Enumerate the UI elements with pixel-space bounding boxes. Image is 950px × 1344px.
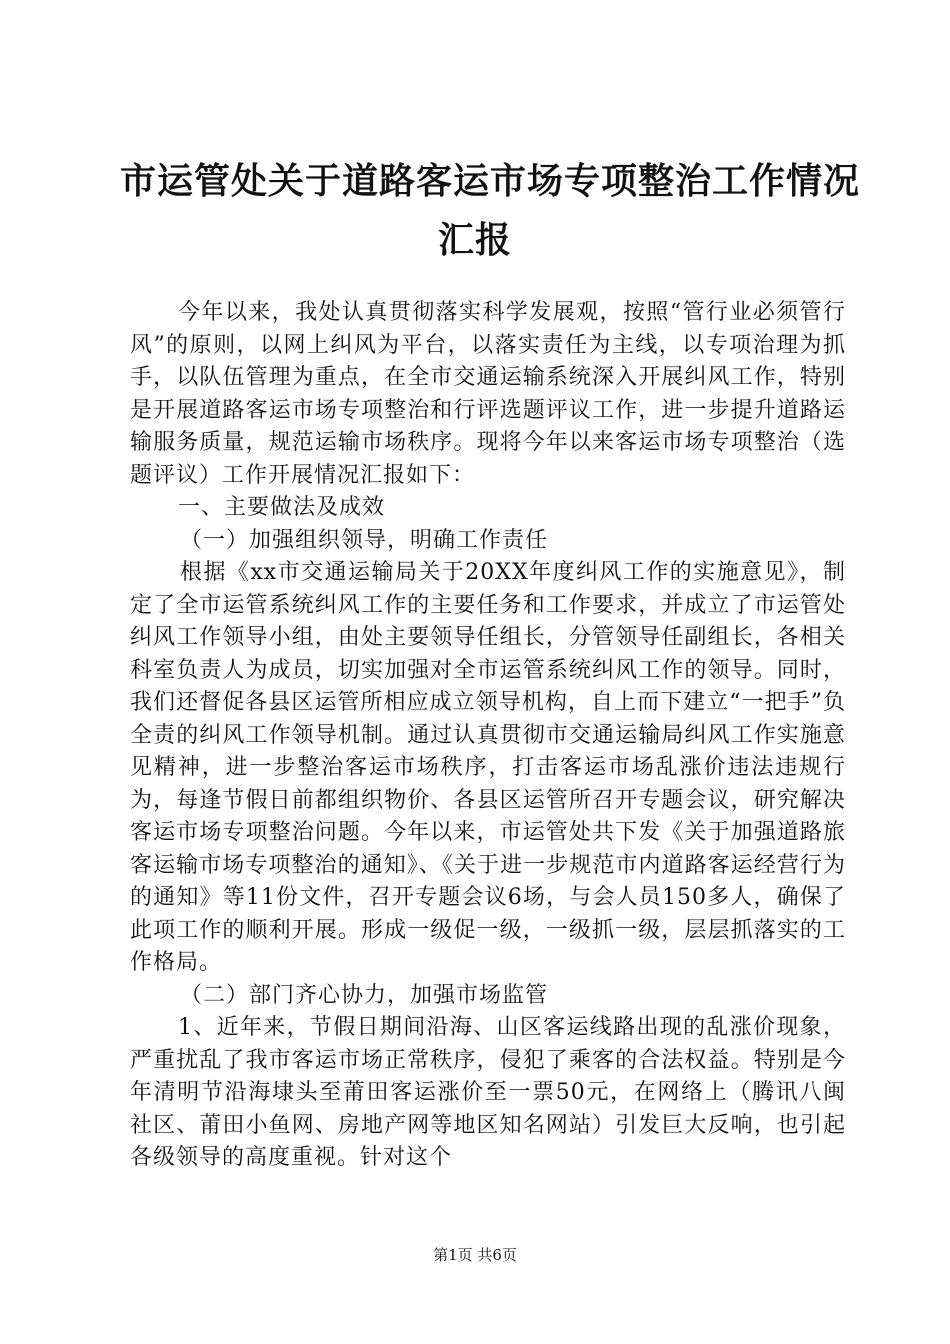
body-paragraph-2: 1、近年来，节假日期间沿海、山区客运线路出现的乱涨价现象，严重扰乱了我市客运市场正常秩序，侵犯了乘客的合法权益。特别是今年清明节沿海埭头至莆田客运涨价至一票50元，在网络上（腾讯八闽社区、莆田小鱼网、房地产网等地区知名网站）引发巨大反响，也引起各级领导的高度重视。针对这个	[130, 1015, 846, 1170]
body-paragraph-1: 根据《xx市交通运输局关于20XX年度纠风工作的实施意见》，制定了全市运管系统纠风工作的主要任务和工作要求，并成立了市运管处纠风工作领导小组，由处主要领导任组长，分管领导任副组长，各相关科室负责人为成员，切实加强对全市运管系统纠风工作的领导。同时，我们还督促各县区运管所相应成立领导机构，自上而下建立“一把手”负全责的纠风工作领导机制。通过认真贯彻市交通运输局纠风工作实施意见精神，进一步整治客运市场秩序，打击客运市场乱涨价违法违规行为，每逢节假日前都组织物价、各县区运管所召开专题会议，研究解决客运市场专项整治问题。今年以来，市运管处共下发《关于加强道路旅客运输市场专项整治的通知》、《关于进一步规范市内道路客运经营行为的通知》等11份文件，召开专题会议6场，与会人员150多人，确保了此项工作的顺利开展。形成一级促一级，一级抓一级，层层抓落实的工作格局。	[130, 560, 846, 975]
intro-paragraph: 今年以来，我处认真贯彻落实科学发展观，按照“管行业必须管行风”的原则，以网上纠风为平台，以落实责任为主线，以专项治理为抓手，以队伍管理为重点，在全市交通运输系统深入开展纠风工作，特别是开展道路客运市场专项整治和行评选题评议工作，进一步提升道路运输服务质量，规范运输市场秩序。现将今年以来客运市场专项整治（选题评议）工作开展情况汇报如下：	[130, 300, 846, 488]
document-title-line-2: 汇报	[437, 220, 512, 261]
section-heading-1: 一、主要做法及成效	[178, 495, 386, 520]
subsection-heading-1: （一）加强组织领导，明确工作责任	[180, 527, 549, 553]
document-body	[130, 297, 846, 1175]
page-footer: 第1页 共6页	[433, 1246, 517, 1264]
document-title-line-1: 市运管处关于道路客运市场专项整治工作情况	[120, 161, 861, 202]
subsection-heading-2: （二）部门齐心协力，加强市场监管	[180, 982, 549, 1008]
